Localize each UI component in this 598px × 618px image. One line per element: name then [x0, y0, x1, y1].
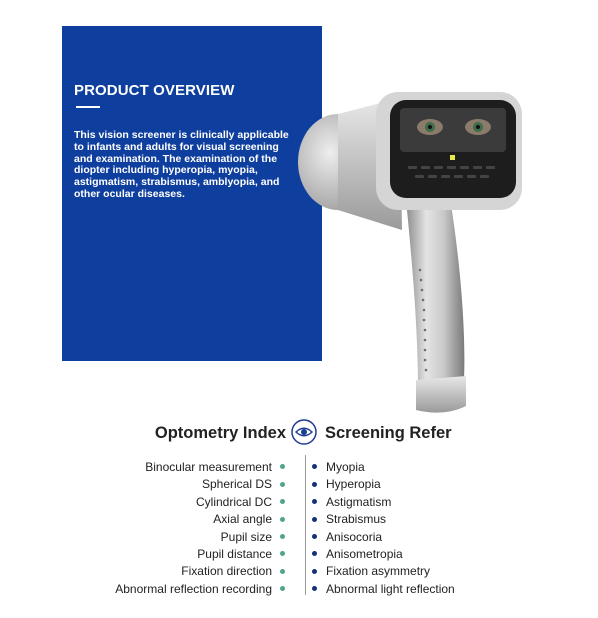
- optometry-item: [115, 546, 285, 563]
- handle-shape: [406, 198, 464, 386]
- optometry-index-list: [115, 459, 285, 598]
- screening-item: [312, 494, 455, 511]
- optometry-item: [115, 476, 285, 493]
- item-label: Pupil distance: [197, 546, 272, 561]
- item-label: Astigmatism: [326, 494, 392, 509]
- item-label: Anisocoria: [326, 529, 383, 544]
- item-label: Pupil size: [220, 529, 272, 544]
- bullet-dot: [280, 517, 285, 522]
- screening-item: [312, 563, 455, 580]
- bullet-dot: [312, 534, 317, 539]
- bullet-dot: [312, 499, 317, 504]
- vision-screener-device-image: [290, 80, 530, 425]
- screening-item: [312, 476, 455, 493]
- item-label: Myopia: [326, 460, 365, 474]
- optometry-item: [115, 459, 285, 476]
- screening-refer-list: [312, 459, 455, 598]
- item-label: Cylindrical DC: [195, 494, 272, 509]
- optometry-item: [115, 494, 285, 511]
- bullet-dot: [312, 482, 317, 487]
- item-label: Strabismus: [326, 512, 387, 527]
- bullet-dot: [280, 586, 285, 591]
- screening-item: [312, 459, 455, 476]
- overview-panel: [62, 26, 322, 361]
- item-label: Abnormal light reflection: [326, 581, 455, 596]
- bullet-dot: [280, 464, 285, 469]
- item-label: Axial angle: [213, 512, 272, 527]
- title-underline: [76, 106, 100, 108]
- item-label: Fixation direction: [181, 564, 272, 579]
- screening-item: [312, 546, 455, 563]
- optometry-item: [115, 563, 285, 580]
- item-label: Hyperopia: [326, 477, 381, 492]
- bullet-dot: [312, 586, 317, 591]
- item-label: Abnormal reflection recording: [115, 581, 272, 596]
- screening-item: [312, 529, 455, 546]
- screening-refer-heading: Screening Refer: [325, 424, 452, 442]
- optometry-item: [115, 581, 285, 598]
- overview-title: PRODUCT OVERVIEW: [74, 82, 235, 99]
- item-label: Anisometropia: [326, 546, 403, 561]
- bullet-dot: [280, 569, 285, 574]
- bullet-dot: [312, 517, 317, 522]
- bullet-dot: [280, 499, 285, 504]
- screening-item: [312, 511, 455, 528]
- overview-description: This vision screener is clinically applicable to infants and adults for visual screening and examination. The examination of the diopter including hyperopia, myopia, astigmatism, strabismus, amblyopia, and other ocular diseases.: [74, 129, 289, 200]
- handle-base: [416, 376, 466, 413]
- bullet-dot: [280, 534, 285, 539]
- bullet-dot: [312, 551, 317, 556]
- bullet-dot: [280, 551, 285, 556]
- screen: [400, 108, 506, 152]
- optometry-item: [115, 511, 285, 528]
- item-label: Spherical DS: [201, 477, 272, 492]
- bullet-dot: [312, 464, 317, 469]
- screening-item: [312, 581, 455, 598]
- item-label: Fixation asymmetry: [326, 564, 431, 579]
- column-divider: [305, 455, 306, 595]
- bullet-dot: [312, 569, 317, 574]
- optometry-index-heading: Optometry Index: [154, 424, 286, 442]
- item-label: Binocular measurement: [145, 460, 272, 474]
- optometry-item: [115, 529, 285, 546]
- bullet-dot: [280, 482, 285, 487]
- eye-icon: [291, 419, 317, 445]
